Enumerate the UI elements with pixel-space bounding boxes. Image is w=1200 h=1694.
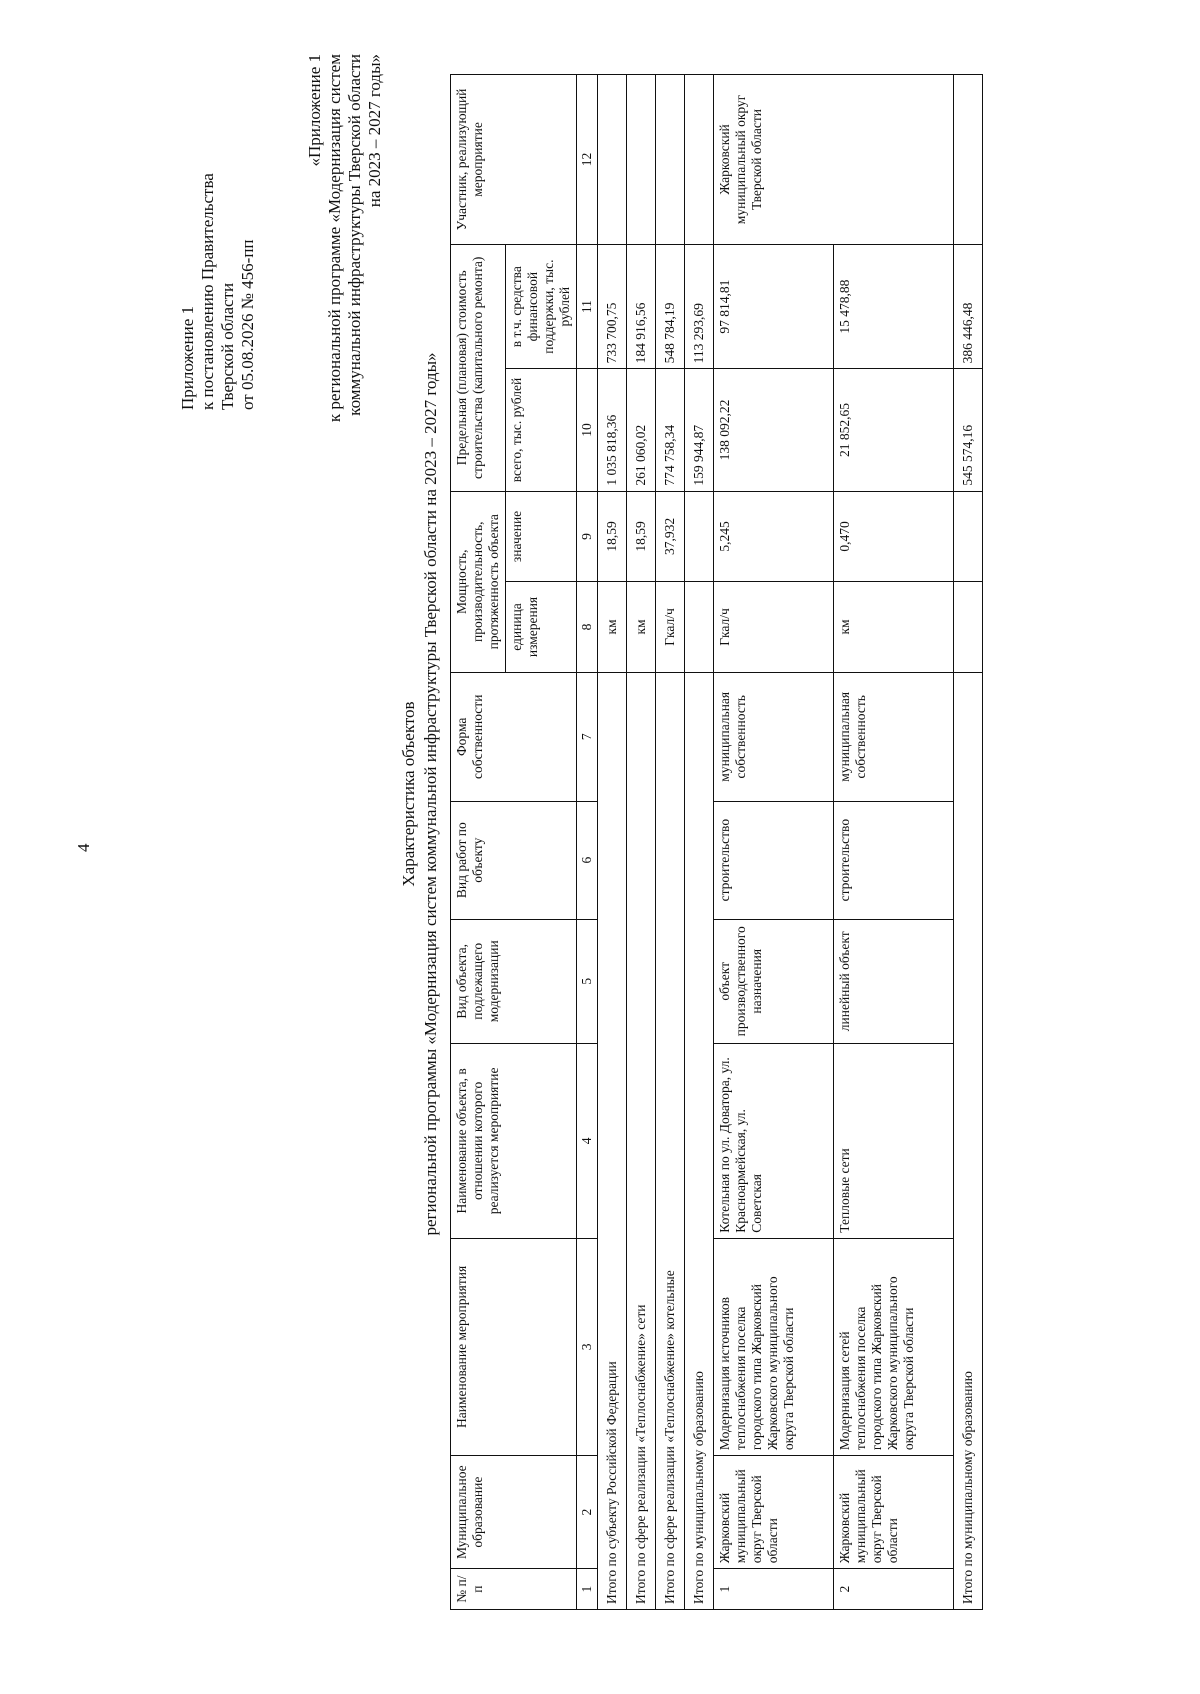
title-line-1: Характеристика объектов (399, 701, 418, 887)
row-total: 138 092,22 (714, 369, 834, 491)
header-cost-support: в т.ч. средства финансовой поддержки, тыс. рублей (506, 244, 577, 369)
summary-value (685, 491, 714, 582)
row-municipality: Жарковский муниципальный округ Тверской области (834, 1456, 954, 1569)
appendix-header (178, 0, 258, 410)
document-title (398, 254, 442, 1334)
header-ownership: Форма собственности (451, 672, 577, 801)
col-number: 7 (577, 672, 598, 801)
column-numbers-row (577, 75, 598, 1610)
header-num: № п/п (451, 1569, 577, 1610)
row-value: 5,245 (714, 491, 834, 582)
final-summary-total: 545 574,16 (954, 369, 983, 491)
final-summary-support: 386 446,48 (954, 244, 983, 369)
summary-value: 37,932 (656, 491, 685, 582)
row-support: 97 814,81 (714, 244, 834, 369)
program-appendix-line-1: «Приложение 1 (305, 54, 324, 167)
row-object: Котельная по ул. Доватора, ул. Красноармейская, ул. Советская (714, 1044, 834, 1239)
summary-total: 159 944,87 (685, 369, 714, 491)
header-participant: Участник, реализующий мероприятие (451, 75, 577, 245)
header-object-name: Наименование объекта, в отношении которого реализуется мероприятие (451, 1044, 577, 1239)
header-work-type: Вид работ по объекту (451, 801, 577, 919)
row-municipality: Жарковский муниципальный округ Тверской области (714, 1456, 834, 1569)
final-summary-participant (954, 75, 983, 245)
final-summary-row (954, 75, 983, 1610)
col-number: 5 (577, 919, 598, 1044)
row-object-type: линейный объект (834, 919, 954, 1044)
col-number: 8 (577, 582, 598, 673)
col-number: 12 (577, 75, 598, 245)
row-support: 15 478,88 (834, 244, 954, 369)
table-row (714, 75, 834, 1610)
row-unit: Гкал/ч (714, 582, 834, 673)
header-unit: единица измерения (506, 582, 577, 673)
header-event-name: Наименование мероприятия (451, 1238, 577, 1455)
row-ownership: муниципальная собственность (834, 672, 954, 801)
col-number: 10 (577, 369, 598, 491)
summary-unit (685, 582, 714, 673)
summary-total: 1 035 818,36 (598, 369, 627, 491)
summary-row (656, 75, 685, 1610)
col-number: 9 (577, 491, 598, 582)
appendix-line-3: Тверской области (218, 282, 237, 410)
row-work-type: строительство (714, 801, 834, 919)
summary-row (685, 75, 714, 1610)
row-participant: Жарковский муниципальный округ Тверской области (714, 75, 954, 245)
final-summary-value (954, 491, 983, 582)
header-capacity: Мощность, производительность, протяженность объекта (451, 491, 506, 672)
page-number: 4 (74, 843, 93, 852)
summary-participant (656, 75, 685, 245)
final-summary-unit (954, 582, 983, 673)
summary-value: 18,59 (627, 491, 656, 582)
summary-total: 774 758,34 (656, 369, 685, 491)
program-appendix-line-4: на 2023 – 2027 годы» (365, 54, 384, 208)
row-object: Тепловые сети (834, 1044, 954, 1239)
summary-value: 18,59 (598, 491, 627, 582)
summary-unit: км (598, 582, 627, 673)
header-cost: Предельная (плановая) стоимость строительства (капитального ремонта) (451, 244, 506, 491)
summary-label: Итого по субъекту Российской Федерации (598, 672, 627, 1609)
summary-label: Итого по сфере реализации «Теплоснабжение» сети (627, 672, 656, 1609)
program-appendix (305, 54, 385, 464)
header-municipality: Муниципальное образование (451, 1456, 577, 1569)
summary-row (627, 75, 656, 1610)
summary-total: 261 060,02 (627, 369, 656, 491)
final-summary-label: Итого по муниципальному образованию (954, 672, 983, 1609)
row-total: 21 852,65 (834, 369, 954, 491)
row-num: 2 (834, 1569, 954, 1610)
row-event: Модернизация сетей теплоснабжения поселка городского типа Жарковский Жарковского муниципального округа Тверской области (834, 1238, 954, 1455)
program-appendix-line-3: коммунальной инфраструктуры Тверской области (345, 54, 364, 416)
summary-row (598, 75, 627, 1610)
col-number: 2 (577, 1456, 598, 1569)
row-num: 1 (714, 1569, 834, 1610)
col-number: 1 (577, 1569, 598, 1610)
header-row-1 (451, 75, 506, 1610)
summary-label: Итого по муниципальному образованию (685, 672, 714, 1609)
col-number: 11 (577, 244, 598, 369)
summary-unit: км (627, 582, 656, 673)
summary-support: 113 293,69 (685, 244, 714, 369)
row-work-type: строительство (834, 801, 954, 919)
appendix-line-4: от 05.08.2026 № 456-пп (238, 239, 257, 410)
summary-participant (598, 75, 627, 245)
row-unit: км (834, 582, 954, 673)
title-line-2: региональной программы «Модернизация систем коммунальной инфраструктуры Тверской области на 2023 – 2027 годы» (421, 352, 440, 1236)
table-row (834, 75, 954, 1610)
summary-participant (685, 75, 714, 245)
row-event: Модернизация источников теплоснабжения поселка городского типа Жарковский Жарковского муниципального округа Тверской области (714, 1238, 834, 1455)
summary-participant (627, 75, 656, 245)
header-value: значение (506, 491, 577, 582)
appendix-line-2: к постановлению Правительства (198, 173, 217, 410)
col-number: 3 (577, 1238, 598, 1455)
row-ownership: муниципальная собственность (714, 672, 834, 801)
header-cost-total: всего, тыс. рублей (506, 369, 577, 491)
summary-label: Итого по сфере реализации «Теплоснабжение» котельные (656, 672, 685, 1609)
summary-unit: Гкал/ч (656, 582, 685, 673)
row-value: 0,470 (834, 491, 954, 582)
program-appendix-line-2: к региональной программе «Модернизация систем (325, 54, 344, 423)
col-number: 6 (577, 801, 598, 919)
row-object-type: объект производственного назначения (714, 919, 834, 1044)
summary-support: 733 700,75 (598, 244, 627, 369)
summary-support: 548 784,19 (656, 244, 685, 369)
summary-support: 184 916,56 (627, 244, 656, 369)
col-number: 4 (577, 1044, 598, 1239)
header-object-type: Вид объекта, подлежащего модернизации (451, 919, 577, 1044)
objects-table (450, 74, 983, 1610)
appendix-line-1: Приложение 1 (178, 306, 197, 410)
